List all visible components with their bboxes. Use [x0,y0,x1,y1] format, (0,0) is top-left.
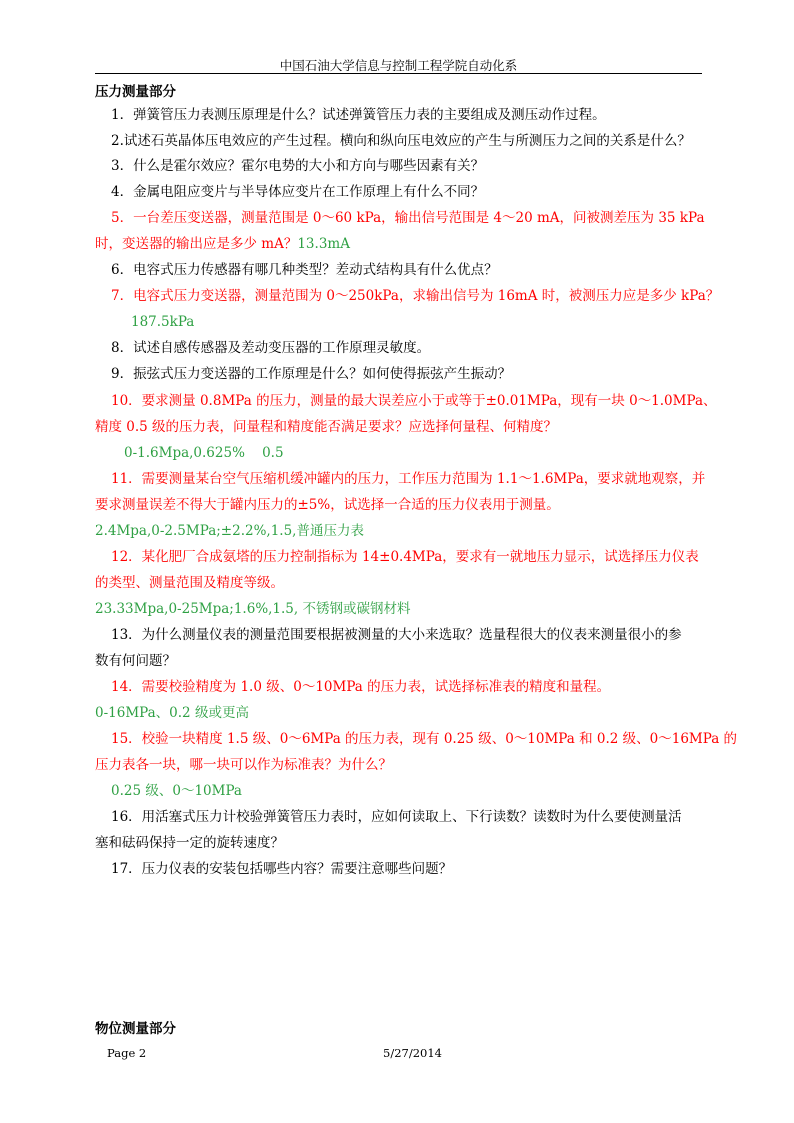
question-15-line1: 15．校验一块精度 1.5 级、0～6MPa 的压力表，现有 0.25 级、0～10MPa 和 0.2 级、0～16MPa 的 [111,731,738,747]
question-11-line2: 要求测量误差不得大于罐内压力的±5%，试选择一合适的压力仪表用于测量。 [95,497,560,513]
answer-7: 187.5kPa [131,314,195,330]
footer-date: 5/27/2014 [383,1046,442,1060]
question-15-line2: 压力表各一块，哪一块可以作为标准表？为什么？ [95,757,392,773]
question-5-line1: 5．一台差压变送器，测量范围是 0～60 kPa，输出信号范围是 4～20 mA，问被测差压为 35 kPa [111,210,705,226]
question-6: 6．电容式压力传感器有哪几种类型？差动式结构具有什么优点？ [111,262,498,278]
question-12-line2: 的类型、测量范围及精度等级。 [95,575,284,591]
section-title-level: 物位测量部分 [95,1021,176,1037]
question-14: 14．需要校验精度为 1.0 级、0～10MPa 的压力表，试选择标准表的精度和量程。 [111,679,611,695]
answer-14: 0-16MPa、0.2 级或更高 [95,705,249,721]
answer-5: 13.3mA [297,236,350,252]
question-9: 9．振弦式压力变送器的工作原理是什么？如何使得振弦产生振动？ [111,366,512,382]
question-3: 3．什么是霍尔效应？霍尔电势的大小和方向与哪些因素有关？ [111,158,485,174]
question-5-line2 [95,235,350,253]
section-title-pressure: 压力测量部分 [95,84,176,100]
question-4: 4．金属电阻应变片与半导体应变片在工作原理上有什么不同？ [111,184,485,200]
question-7: 7．电容式压力变送器，测量范围为 0～250kPa，求输出信号为 16mA 时，被测压力应是多少 kPa？ [111,288,720,304]
question-16-line2: 塞和砝码保持一定的旋转速度？ [95,835,284,851]
question-16-line1: 16．用活塞式压力计校验弹簧管压力表时，应如何读取上、下行读数？读数时为什么要使测量活 [111,809,682,825]
footer-page-number: Page 2 [107,1046,147,1060]
question-1: 1．弹簧管压力表测压原理是什么？试述弹簧管压力表的主要组成及测压动作过程。 [111,107,606,123]
question-8: 8．试述自感传感器及差动变压器的工作原理灵敏度。 [111,340,431,356]
question-5-text: 时，变送器的输出应是多少 mA？ [95,236,298,252]
question-13-line1: 13．为什么测量仪表的测量范围要根据被测量的大小来选取？选量程很大的仪表来测量很小的参 [111,627,682,643]
question-2: 2.试述石英晶体压电效应的产生过程。横向和纵向压电效应的产生与所测压力之间的关系是什么？ [111,133,691,149]
answer-15: 0.25 级、0～10MPa [111,783,242,799]
answer-10: 0-1.6Mpa,0.625% 0.5 [124,445,284,461]
answer-11: 2.4Mpa,0-2.5MPa;±2.2%,1.5,普通压力表 [95,523,364,539]
question-13-line2: 数有何问题？ [95,653,176,669]
question-10-line1: 10．要求测量 0.8MPa 的压力，测量的最大误差应小于或等于±0.01MPa，现有一块 0～1.0MPa、 [111,393,717,409]
question-17: 17．压力仪表的安装包括哪些内容？需要注意哪些问题？ [111,861,453,877]
question-12-line1: 12．某化肥厂合成氨塔的压力控制指标为 14±0.4MPa，要求有一就地压力显示，试选择压力仪表 [111,549,699,565]
question-10-line2: 精度 0.5 级的压力表，问量程和精度能否满足要求？应选择何量程、何精度？ [95,419,558,435]
page-header: 中国石油大学信息与控制工程学院自动化系 [279,58,518,73]
question-11-line1: 11．需要测量某台空气压缩机缓冲罐内的压力，工作压力范围为 1.1～1.6MPa，要求就地观察，并 [111,471,706,487]
header-divider [95,73,702,74]
answer-12: 23.33Mpa,0-25Mpa;1.6%,1.5, 不锈钢或碳钢材料 [95,601,411,617]
